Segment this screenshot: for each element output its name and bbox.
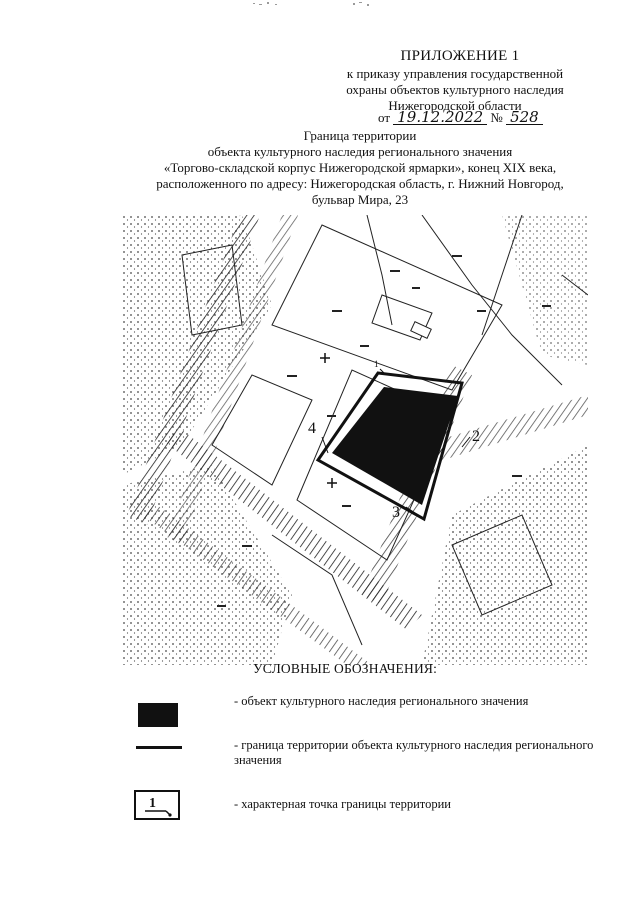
title-line: бульвар Мира, 23 bbox=[311, 192, 409, 207]
order-date: 19.12.2022 bbox=[393, 111, 487, 125]
legend-point-swatch bbox=[134, 790, 180, 820]
title-line: объекта культурного наследия регионального значения bbox=[207, 144, 513, 159]
order-prefix: от bbox=[378, 110, 391, 125]
title-line: Граница территории bbox=[303, 128, 417, 143]
order-date-number bbox=[378, 110, 578, 126]
boundary-point-2-label: 2 bbox=[472, 428, 480, 445]
order-number-sign: № bbox=[490, 110, 503, 125]
title-line: расположенного по адресу: Нижегородская область, г. Нижний Новгород, bbox=[156, 176, 564, 191]
order-number: 528 bbox=[506, 111, 543, 125]
legend-heading: УСЛОВНЫЕ ОБОЗНАЧЕНИЯ: bbox=[252, 661, 438, 676]
appendix-line: охраны объектов культурного наследия bbox=[346, 82, 564, 97]
legend-point-symbol-label: 1 bbox=[149, 796, 156, 811]
appendix-line: к приказу управления государственной bbox=[346, 66, 564, 81]
scan-artifacts bbox=[245, 0, 395, 10]
appendix-title: ПРИЛОЖЕНИЕ 1 bbox=[400, 48, 520, 64]
legend-boundary-text: - граница территории объекта культурного наследия регионального значения bbox=[234, 738, 594, 767]
legend-heritage-object-swatch bbox=[138, 703, 178, 727]
legend-point-text: - характерная точка границы территории bbox=[234, 797, 451, 811]
document-title bbox=[100, 128, 620, 208]
boundary-point-4-label: 4 bbox=[308, 420, 316, 437]
appendix-order-caption bbox=[320, 66, 590, 114]
boundary-point-3-label: 3 bbox=[392, 504, 400, 521]
legend-heritage-object-text: - объект культурного наследия регионального значения bbox=[234, 694, 529, 708]
legend-boundary-swatch bbox=[136, 746, 182, 749]
title-line: «Торгово-складской корпус Нижегородской ярмарки», конец XIX века, bbox=[163, 160, 557, 175]
appendix-line: Нижегородской области bbox=[388, 98, 522, 113]
territory-map bbox=[122, 215, 588, 665]
boundary-point-1-label: 1 bbox=[374, 359, 379, 369]
boundary-point-symbol-icon bbox=[136, 792, 178, 818]
